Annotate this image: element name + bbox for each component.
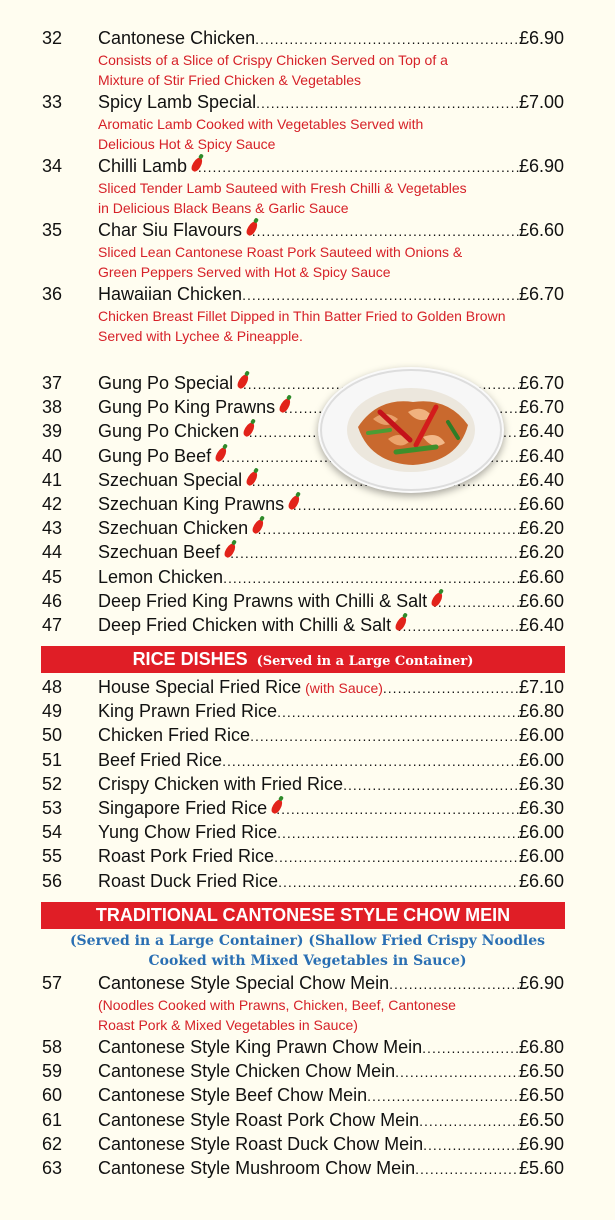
menu-item-row xyxy=(0,1035,615,1059)
dot-leader xyxy=(415,1156,519,1181)
item-name: Gung Po King Prawns xyxy=(98,397,276,418)
menu-item xyxy=(0,971,615,1033)
item-price: £6.40 xyxy=(518,445,564,466)
rice-dishes-banner xyxy=(41,646,565,673)
menu-item xyxy=(0,1083,615,1107)
dot-leader xyxy=(258,516,519,541)
dot-leader xyxy=(223,565,519,590)
item-number: 61 xyxy=(42,1109,63,1130)
item-line xyxy=(98,869,564,894)
item-number: 32 xyxy=(42,28,63,48)
menu-item xyxy=(0,492,615,516)
chili-pepper-icon xyxy=(431,589,433,607)
item-price: £6.90 xyxy=(518,973,564,993)
dot-leader xyxy=(389,971,519,996)
item-description: Delicious Hot & Spicy Sauce xyxy=(98,136,276,152)
menu-item xyxy=(0,218,615,280)
item-line xyxy=(98,218,564,243)
menu-item xyxy=(0,1035,615,1059)
item-name: Chicken Fried Rice xyxy=(98,725,251,746)
chow-mein-banner xyxy=(41,902,565,929)
dot-leader xyxy=(222,748,519,773)
item-line xyxy=(98,748,564,773)
rice-dishes-title: RICE DISHES xyxy=(132,649,248,669)
item-name: Chilli Lamb xyxy=(98,156,188,176)
item-number: 34 xyxy=(42,156,63,176)
item-price: £6.20 xyxy=(518,542,564,563)
item-number: 56 xyxy=(42,870,63,891)
item-price: £6.60 xyxy=(518,566,564,587)
item-description: Aromatic Lamb Cooked with Vegetables Served with xyxy=(98,116,424,132)
dot-leader xyxy=(367,1083,519,1108)
item-price: £6.90 xyxy=(518,1133,564,1154)
item-line xyxy=(98,492,564,517)
item-line xyxy=(98,820,564,845)
chili-pepper-icon xyxy=(279,395,284,413)
item-line xyxy=(98,540,564,565)
item-price: £6.00 xyxy=(518,749,564,770)
chili-pepper-icon xyxy=(215,444,221,462)
menu-item-row xyxy=(0,699,615,723)
item-line xyxy=(98,1132,564,1157)
item-price: £6.60 xyxy=(518,220,564,240)
item-line xyxy=(98,371,564,396)
item-price: £6.40 xyxy=(518,421,564,442)
item-number: 44 xyxy=(42,542,63,563)
dot-leader xyxy=(422,1035,519,1060)
item-name: Szechuan Beef xyxy=(98,542,221,563)
menu-item-row xyxy=(0,748,615,772)
chow-mein-subtitle-line-2: Cooked with Mixed Vegetables in Sauce) xyxy=(148,953,467,969)
menu-item-row xyxy=(0,1059,615,1083)
item-description: Consists of a Slice of Crispy Chicken Served on Top of a xyxy=(98,52,448,68)
menu-item-row xyxy=(0,565,615,589)
chow-mein-subtitle-line-1: (Served in a Large Container) (Shallow Fried Crispy Noodles xyxy=(69,933,546,949)
item-number: 42 xyxy=(42,494,63,514)
dot-leader xyxy=(230,540,519,565)
item-number: 49 xyxy=(42,701,63,722)
item-line xyxy=(98,796,564,821)
item-number: 52 xyxy=(42,773,63,794)
item-line xyxy=(98,723,564,748)
item-line xyxy=(98,699,564,724)
menu-item-row xyxy=(0,492,615,516)
chili-pepper-icon xyxy=(246,468,252,486)
menu-item xyxy=(0,419,615,443)
item-name: Singapore Fried Rice xyxy=(98,798,268,818)
menu-item-row xyxy=(0,516,615,540)
menu-item xyxy=(0,589,615,613)
item-number: 41 xyxy=(42,469,63,490)
item-number: 50 xyxy=(42,725,63,746)
dot-leader xyxy=(278,869,519,894)
dot-leader xyxy=(419,1108,519,1133)
chili-pepper-icon xyxy=(246,218,252,236)
item-number: 59 xyxy=(42,1061,63,1082)
item-number: 47 xyxy=(42,615,63,635)
dot-leader xyxy=(277,820,519,845)
item-price: £6.00 xyxy=(518,725,564,746)
item-number: 63 xyxy=(42,1158,63,1178)
item-price: £6.20 xyxy=(518,518,564,539)
item-line xyxy=(98,565,564,590)
dot-leader xyxy=(276,796,519,821)
dot-leader xyxy=(433,589,519,614)
menu-item xyxy=(0,154,615,216)
item-name: House Special Fried Rice xyxy=(98,677,302,697)
item-name: Deep Fried Chicken with Chilli & Salt xyxy=(98,615,392,635)
item-price: £6.70 xyxy=(518,397,564,418)
item-name: Szechuan Special xyxy=(98,469,243,490)
item-price: £6.40 xyxy=(518,615,564,635)
menu-item xyxy=(0,516,615,540)
item-name: Lemon Chicken xyxy=(98,566,224,587)
menu-item-row xyxy=(0,1108,615,1132)
item-line xyxy=(98,613,564,638)
item-price: £6.50 xyxy=(518,1061,564,1082)
chili-pepper-icon xyxy=(237,371,243,389)
item-note: (with Sauce) xyxy=(305,680,383,696)
item-name: Cantonese Style Beef Chow Mein xyxy=(98,1085,368,1106)
dish-photo xyxy=(318,367,504,493)
item-number: 51 xyxy=(42,749,63,770)
menu-item xyxy=(0,772,615,796)
item-line xyxy=(98,844,564,869)
item-name: Roast Pork Fried Rice xyxy=(98,846,275,867)
item-price: £6.90 xyxy=(518,156,564,176)
item-price: £6.50 xyxy=(518,1085,564,1106)
item-price: £6.80 xyxy=(518,701,564,722)
menu-item-row xyxy=(0,971,615,995)
menu-item xyxy=(0,613,615,637)
menu-item xyxy=(0,468,615,492)
item-price: £6.30 xyxy=(518,773,564,794)
chow-mein-title: TRADITIONAL CANTONESE STYLE CHOW MEIN xyxy=(95,905,511,925)
item-price: £6.50 xyxy=(518,1109,564,1130)
menu-item xyxy=(0,699,615,723)
item-name: Roast Duck Fried Rice xyxy=(98,870,279,891)
menu-item-row xyxy=(0,675,615,699)
item-name: Hawaiian Chicken xyxy=(98,284,243,304)
item-description: in Delicious Black Beans & Garlic Sauce xyxy=(98,200,349,216)
item-name: Cantonese Style Chicken Chow Mein xyxy=(98,1061,396,1082)
item-number: 40 xyxy=(42,445,63,466)
dot-leader xyxy=(256,90,519,115)
menu-item xyxy=(0,26,615,88)
chili-pepper-icon xyxy=(271,796,276,814)
item-number: 45 xyxy=(42,566,63,587)
item-number: 48 xyxy=(42,677,63,697)
item-name: Yung Chow Fried Rice xyxy=(98,822,278,843)
item-price: £5.60 xyxy=(518,1158,564,1178)
menu-item-row xyxy=(0,844,615,868)
chili-pepper-icon xyxy=(395,613,398,631)
menu-item xyxy=(0,723,615,747)
menu-item-row xyxy=(0,820,615,844)
item-name: Cantonese Style Roast Duck Chow Mein xyxy=(98,1133,424,1154)
menu-item-row xyxy=(0,26,615,50)
menu-item-row xyxy=(0,613,615,637)
item-price: £6.00 xyxy=(518,846,564,867)
item-line xyxy=(98,772,564,797)
item-number: 35 xyxy=(42,220,63,240)
item-price: £7.10 xyxy=(518,677,564,697)
item-number: 37 xyxy=(42,373,63,393)
item-line xyxy=(98,1059,564,1084)
item-line xyxy=(98,1083,564,1108)
item-line xyxy=(98,1035,564,1060)
menu-item xyxy=(0,1156,615,1180)
item-price: £6.60 xyxy=(518,494,564,514)
menu-item xyxy=(0,282,615,344)
menu-item xyxy=(0,796,615,820)
menu-item xyxy=(0,565,615,589)
item-name: Gung Po Beef xyxy=(98,445,212,466)
menu-item xyxy=(0,371,615,395)
item-number: 38 xyxy=(42,397,63,418)
item-line xyxy=(98,589,564,614)
item-number: 43 xyxy=(42,518,63,539)
item-name: Cantonese Style Mushroom Chow Mein xyxy=(98,1158,416,1178)
item-line xyxy=(98,516,564,541)
chili-pepper-icon xyxy=(252,516,258,534)
menu-item-row xyxy=(0,589,615,613)
item-number: 60 xyxy=(42,1085,63,1106)
item-number: 53 xyxy=(42,798,63,818)
item-name: Gung Po Chicken xyxy=(98,421,240,442)
chili-pepper-icon xyxy=(243,419,249,437)
chili-pepper-icon xyxy=(288,492,293,510)
item-line xyxy=(98,26,564,51)
menu-item xyxy=(0,1059,615,1083)
menu-item xyxy=(0,1132,615,1156)
item-price: £7.00 xyxy=(518,92,564,112)
chili-pepper-icon xyxy=(224,540,230,558)
dot-leader xyxy=(293,492,519,517)
item-description: (Noodles Cooked with Prawns, Chicken, Beef, Cantonese xyxy=(98,997,456,1013)
dot-leader xyxy=(198,154,519,179)
item-line xyxy=(98,1108,564,1133)
menu-item-row xyxy=(0,1083,615,1107)
item-name: Szechuan King Prawns xyxy=(98,494,285,514)
item-price: £6.90 xyxy=(518,28,564,48)
item-number: 46 xyxy=(42,590,63,611)
menu-item-row xyxy=(0,1156,615,1180)
item-line xyxy=(98,90,564,115)
item-number: 55 xyxy=(42,846,63,867)
item-line xyxy=(98,154,564,179)
item-price: £6.00 xyxy=(518,822,564,843)
dot-leader xyxy=(274,844,519,869)
dot-leader xyxy=(255,26,519,51)
item-description: Chicken Breast Fillet Dipped in Thin Batter Fried to Golden Brown xyxy=(98,308,506,324)
item-number: 58 xyxy=(42,1037,63,1057)
item-name: Gung Po Special xyxy=(98,373,234,393)
item-number: 33 xyxy=(42,92,63,112)
menu-item xyxy=(0,869,615,893)
item-line xyxy=(98,675,564,700)
item-name: Crispy Chicken with Fried Rice xyxy=(98,773,344,794)
menu-item-row xyxy=(0,869,615,893)
dot-leader xyxy=(423,1132,519,1157)
item-name: Char Siu Flavours xyxy=(98,220,243,240)
menu-item-row xyxy=(0,468,615,492)
menu-item-row xyxy=(0,282,615,306)
menu-item xyxy=(0,1108,615,1132)
menu-item-row xyxy=(0,154,615,178)
item-line xyxy=(98,971,564,996)
item-number: 36 xyxy=(42,284,63,304)
menu-item xyxy=(0,90,615,152)
item-number: 39 xyxy=(42,421,63,442)
item-description: Sliced Tender Lamb Sauteed with Fresh Chilli & Vegetables xyxy=(98,180,467,196)
item-description: Served with Lychee & Pineapple. xyxy=(98,328,303,344)
dot-leader xyxy=(343,772,519,797)
menu-item-row xyxy=(0,723,615,747)
menu-item-row xyxy=(0,1132,615,1156)
rice-dishes-subtitle: (Served in a Large Container) xyxy=(256,654,474,669)
menu-item-row xyxy=(0,395,615,419)
item-description: Mixture of Stir Fried Chicken & Vegetables xyxy=(98,72,362,88)
menu-item-row xyxy=(0,444,615,468)
chow-mein-subtitle xyxy=(0,931,615,971)
item-description: Green Peppers Served with Hot & Spicy Sauce xyxy=(98,264,391,280)
menu-item xyxy=(0,444,615,468)
menu-item-row xyxy=(0,540,615,564)
menu-item xyxy=(0,820,615,844)
item-line xyxy=(98,282,564,307)
menu-item-row xyxy=(0,772,615,796)
item-price: £6.30 xyxy=(518,798,564,818)
menu-item xyxy=(0,540,615,564)
dot-leader xyxy=(277,699,519,724)
menu-item xyxy=(0,748,615,772)
item-description: Roast Pork & Mixed Vegetables in Sauce) xyxy=(98,1017,358,1033)
item-price: £6.40 xyxy=(518,469,564,490)
dot-leader xyxy=(242,282,519,307)
item-description: Sliced Lean Cantonese Roast Pork Sauteed with Onions & xyxy=(98,244,463,260)
item-number: 54 xyxy=(42,822,63,843)
menu-item-row xyxy=(0,90,615,114)
item-price: £6.60 xyxy=(518,870,564,891)
item-line xyxy=(98,468,564,493)
menu-item-row xyxy=(0,218,615,242)
dot-leader xyxy=(383,675,519,700)
item-name: Cantonese Style Roast Pork Chow Mein xyxy=(98,1109,420,1130)
item-price: £6.60 xyxy=(518,590,564,611)
menu-item-row xyxy=(0,371,615,395)
menu-item xyxy=(0,844,615,868)
item-number: 57 xyxy=(42,973,63,993)
item-name: King Prawn Fried Rice xyxy=(98,701,278,722)
item-name: Deep Fried King Prawns with Chilli & Salt xyxy=(98,590,428,611)
item-price: £6.80 xyxy=(518,1037,564,1057)
menu-item xyxy=(0,675,615,699)
item-name: Cantonese Chicken xyxy=(98,28,256,48)
menu-item-row xyxy=(0,796,615,820)
chili-pepper-icon xyxy=(191,154,198,172)
item-line xyxy=(98,1156,564,1181)
item-name: Spicy Lamb Special xyxy=(98,92,257,112)
menu-item-row xyxy=(0,419,615,443)
item-name: Beef Fried Rice xyxy=(98,749,223,770)
dot-leader xyxy=(395,1059,519,1084)
item-price: £6.70 xyxy=(518,284,564,304)
dot-leader xyxy=(398,613,519,638)
dot-leader xyxy=(250,723,519,748)
item-number: 62 xyxy=(42,1133,63,1154)
menu-item xyxy=(0,395,615,419)
item-price: £6.70 xyxy=(518,373,564,393)
dot-leader xyxy=(252,218,519,243)
item-name: Cantonese Style King Prawn Chow Mein xyxy=(98,1037,423,1057)
item-name: Cantonese Style Special Chow Mein xyxy=(98,973,390,993)
item-name: Szechuan Chicken xyxy=(98,518,249,539)
